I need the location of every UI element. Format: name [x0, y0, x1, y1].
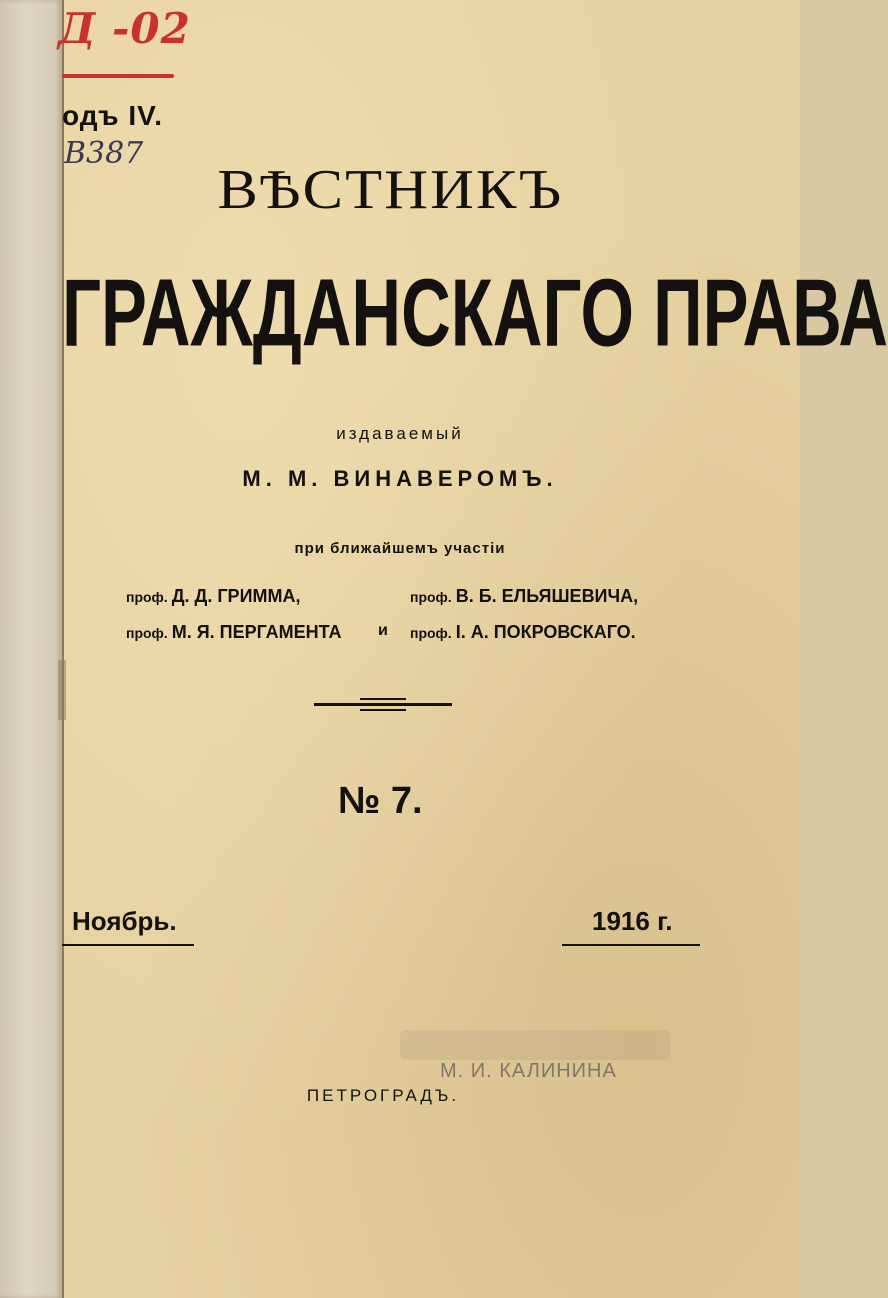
handwritten-shelf-mark: Д -02 [58, 4, 191, 53]
prof-prefix: проф. [410, 589, 452, 605]
issue-year: 1916 г. [592, 906, 673, 936]
conjunction: и [378, 622, 388, 639]
title-line-2: ГРАЖДАНСКАГО ПРАВА [62, 259, 888, 366]
year-underline [562, 944, 700, 946]
contributor-name: І. А. ПОКРОВСКАГО. [455, 622, 636, 642]
publisher-label: издаваемый [336, 424, 464, 443]
publisher-name: М. М. ВИНАВЕРОМЪ. [242, 466, 558, 491]
contributor-pokrovsky [410, 622, 636, 643]
title-line-1: ВѢСТНИКЪ [217, 159, 564, 221]
ornament-line-main [314, 703, 452, 706]
handwritten-inventory-mark: B387 [64, 136, 144, 171]
volume-year: одъ IV. [62, 100, 163, 131]
prof-prefix: проф. [410, 625, 452, 641]
ornament-divider [314, 698, 452, 710]
shelf-mark-underline [62, 74, 174, 78]
ornament-line-top [360, 698, 406, 700]
spine-tear [58, 660, 66, 720]
library-stamp-shadow [400, 1030, 670, 1060]
contributor-pergament [126, 622, 342, 643]
contributor-name: В. Б. ЕЛЬЯШЕВИЧА, [455, 586, 639, 606]
contributor-name: Д. Д. ГРИММА, [171, 586, 301, 606]
contributor-grimm [126, 586, 301, 607]
contributor-elyashevich [410, 586, 638, 607]
ornament-line-bottom [360, 709, 406, 711]
prof-prefix: проф. [126, 589, 168, 605]
contributor-name: М. Я. ПЕРГАМЕНТА [171, 622, 342, 642]
prof-prefix: проф. [126, 625, 168, 641]
month-underline [62, 944, 194, 946]
publication-city: ПЕТРОГРАДЪ. [306, 1086, 460, 1105]
issue-month: Ноябрь. [72, 906, 177, 936]
library-stamp: М. И. КАЛИНИНА [440, 1060, 617, 1082]
participation-label: при ближайшемъ участіи [294, 540, 506, 557]
issue-number: № 7. [338, 780, 423, 822]
